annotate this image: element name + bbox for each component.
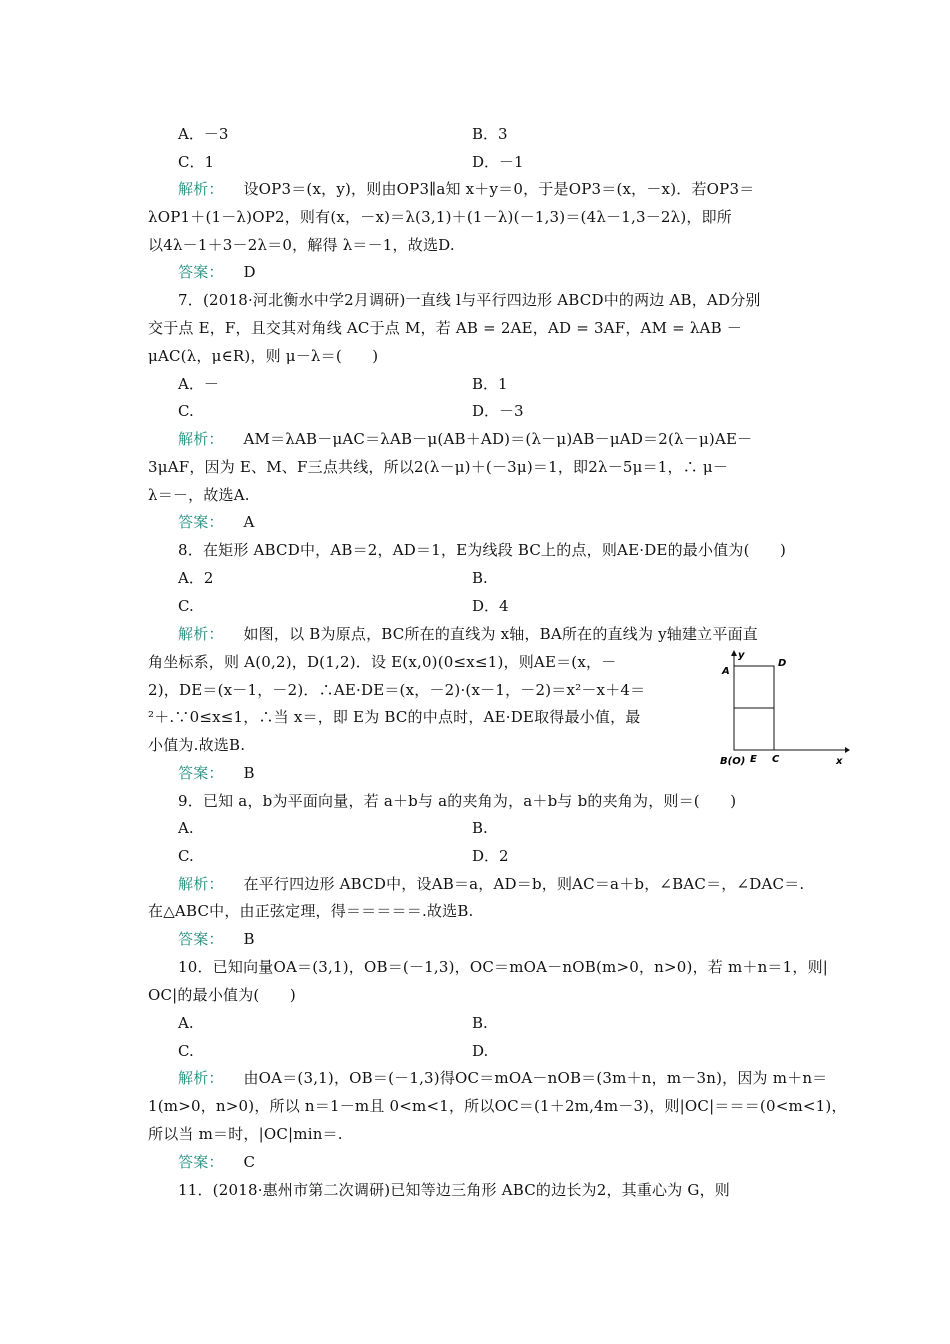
q6-solution-label: 解析： bbox=[178, 180, 224, 198]
q7-solution-text-1: AM＝λAB－μAC＝λAB－μ(AB＋AD)＝(λ－μ)AB－μAD＝2(λ－μ)AE－ bbox=[243, 430, 753, 448]
q7-answer bbox=[178, 512, 848, 532]
q10-option-d: D. bbox=[472, 1042, 489, 1060]
q7-option-b: B．1 bbox=[472, 375, 508, 393]
q9-solution-label: 解析： bbox=[178, 875, 224, 893]
q7-stem-line-2: 交于点 E，F，且交其对角线 AC于点 M，若 AB = 2AE，AD = 3AF，AM = λAB － bbox=[148, 319, 742, 337]
q10-option-c: C. bbox=[178, 1042, 194, 1060]
q6-answer-label: 答案： bbox=[178, 263, 224, 281]
q9-answer bbox=[178, 929, 848, 949]
y-axis-arrow bbox=[731, 650, 737, 656]
q7-option-a: A．－ bbox=[178, 375, 219, 393]
q7-solution-line-3: λ＝－，故选A. bbox=[148, 486, 250, 504]
q8-option-d: D．4 bbox=[472, 597, 509, 615]
q10-solution-line-1 bbox=[178, 1068, 828, 1088]
q7-stem-line-1: 7．(2018·河北衡水中学2月调研)一直线 l与平行四边形 ABCD中的两边 AB，AD分别 bbox=[178, 291, 761, 309]
q8-option-a: A．2 bbox=[178, 569, 214, 587]
q6-option-d: D．－1 bbox=[472, 153, 524, 171]
q9-solution-line-2: 在△ABC中，由正弦定理，得＝＝＝＝＝.故选B. bbox=[148, 902, 474, 920]
q6-solution-line-2: λOP1＋(1－λ)OP2，则有(x，－x)＝λ(3,1)＋(1－λ)(－1,3)＝(4λ－1,3－2λ)，即所 bbox=[148, 208, 732, 226]
q6-option-b: B．3 bbox=[472, 125, 508, 143]
q6-solution-line-1 bbox=[178, 179, 818, 199]
q6-answer-value: D bbox=[243, 263, 256, 281]
q7-option-d: D．－3 bbox=[472, 402, 524, 420]
q6-answer bbox=[178, 262, 848, 282]
q8-solution-line-2: 角坐标系，则 A(0,2)，D(1,2)．设 E(x,0)(0≤x≤1)，则AE＝(x，－ bbox=[148, 653, 617, 671]
q9-option-c: C. bbox=[178, 847, 194, 865]
q7-option-c: C. bbox=[178, 402, 194, 420]
q8-answer-value: B bbox=[243, 764, 255, 782]
q10-stem-line-1: 10．已知向量OA＝(3,1)，OB＝(－1,3)，OC＝mOA－nOB(m>0，n>0)，若 m＋n＝1，则| bbox=[178, 958, 829, 976]
q9-solution-text-1: 在平行四边形 ABCD中，设AB＝a，AD＝b，则AC＝a＋b，∠BAC＝，∠DAC＝. bbox=[243, 875, 805, 893]
label-a: A bbox=[722, 666, 730, 677]
q8-solution-line-5: 小值为.故选B. bbox=[148, 736, 246, 754]
q8-solution-text-1: 如图，以 B为原点，BC所在的直线为 x轴，BA所在的直线为 y轴建立平面直 bbox=[243, 625, 758, 643]
label-x: x bbox=[836, 756, 843, 767]
q10-solution-label: 解析： bbox=[178, 1069, 224, 1087]
rectangle-coordinate-figure bbox=[720, 648, 850, 768]
q9-solution-line-1 bbox=[178, 874, 818, 894]
q6-solution-text-1: 设OP3＝(x，y)，则由OP3∥a知 x＋y＝0，于是OP3＝(x，－x)．若OP3＝ bbox=[243, 180, 755, 198]
q6-solution-line-3: 以4λ－1＋3－2λ＝0，解得 λ＝－1，故选D. bbox=[148, 236, 455, 254]
label-d: D bbox=[778, 658, 787, 669]
label-bo: B(O) bbox=[720, 756, 746, 767]
q10-solution-text-1: 由OA＝(3,1)，OB＝(－1,3)得OC＝mOA－nOB＝(3m＋n，m－3n)，因为 m＋n＝ bbox=[243, 1069, 828, 1087]
q10-option-a: A. bbox=[178, 1014, 194, 1032]
q8-stem-line-1: 8．在矩形 ABCD中，AB＝2，AD＝1，E为线段 BC上的点，则AE·DE的最小值为( ) bbox=[178, 541, 787, 559]
q9-option-a: A. bbox=[178, 819, 194, 837]
q8-solution-line-3: 2)，DE＝(x－1，－2)．∴AE·DE＝(x，－2)·(x－1，－2)＝x²－x＋4＝ bbox=[148, 681, 646, 699]
q7-solution-line-1 bbox=[178, 429, 818, 449]
q8-solution-line-1 bbox=[178, 624, 818, 644]
q9-answer-value: B bbox=[243, 930, 255, 948]
q10-answer bbox=[178, 1152, 848, 1172]
q8-answer-label: 答案： bbox=[178, 764, 224, 782]
label-e: E bbox=[750, 754, 757, 765]
q8-solution-label: 解析： bbox=[178, 625, 224, 643]
q8-solution-line-4: ²＋.∵0≤x≤1，∴当 x＝，即 E为 BC的中点时，AE·DE取得最小值，最 bbox=[148, 708, 641, 726]
q7-solution-label: 解析： bbox=[178, 430, 224, 448]
q9-answer-label: 答案： bbox=[178, 930, 224, 948]
q9-option-b: B. bbox=[472, 819, 488, 837]
q6-option-a: A．－3 bbox=[178, 125, 229, 143]
q9-stem-line-1: 9．已知 a，b为平面向量，若 a＋b与 a的夹角为，a＋b与 b的夹角为，则＝( ) bbox=[178, 792, 737, 810]
q10-solution-line-3: 所以当 m＝时，|OC|min＝. bbox=[148, 1125, 343, 1143]
label-c: C bbox=[772, 754, 780, 765]
q10-answer-label: 答案： bbox=[178, 1153, 224, 1171]
q9-option-d: D．2 bbox=[472, 847, 509, 865]
q7-answer-label: 答案： bbox=[178, 513, 224, 531]
q10-stem-line-2: OC|的最小值为( ) bbox=[148, 986, 296, 1004]
q7-stem-line-3: μAC(λ，μ∈R)，则 μ－λ＝( ) bbox=[148, 347, 379, 365]
q8-option-c: C. bbox=[178, 597, 194, 615]
q7-solution-line-2: 3μAF，因为 E、M、F三点共线，所以2(λ－μ)＋(－3μ)＝1，即2λ－5μ＝1，∴ μ－ bbox=[148, 458, 729, 476]
q10-answer-value: C bbox=[243, 1153, 256, 1171]
q6-option-c: C．1 bbox=[178, 153, 215, 171]
x-axis-arrow bbox=[845, 747, 850, 753]
q10-option-b: B. bbox=[472, 1014, 488, 1032]
q8-option-b: B. bbox=[472, 569, 488, 587]
q11-stem-line-1: 11．(2018·惠州市第二次调研)已知等边三角形 ABC的边长为2，其重心为 G，则 bbox=[178, 1181, 731, 1199]
q7-answer-value: A bbox=[243, 513, 255, 531]
label-y: y bbox=[738, 650, 745, 661]
q10-solution-line-2: 1(m>0，n>0)，所以 n＝1－m且 0<m<1，所以OC＝(1＋2m,4m－3)，则|OC|＝＝＝(0<m<1)， bbox=[148, 1097, 847, 1115]
